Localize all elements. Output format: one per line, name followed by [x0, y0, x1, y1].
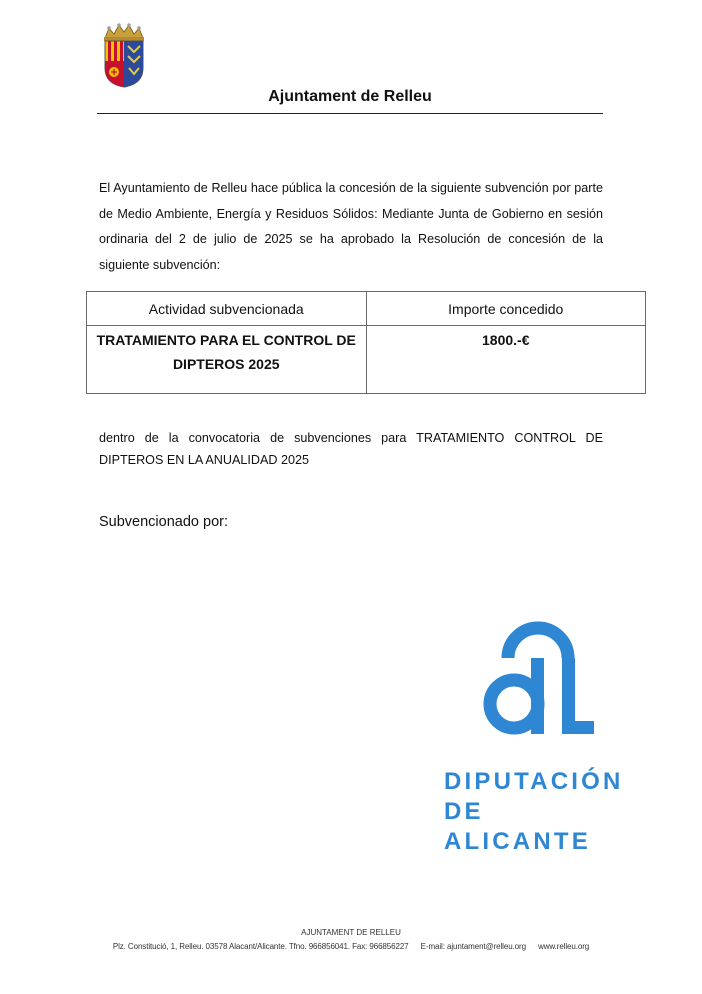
table-row [87, 326, 646, 394]
footer-web[interactable]: www.relleu.org [538, 942, 590, 951]
sponsor-name-line1: DIPUTACIÓN [444, 768, 624, 795]
page-title: Ajuntament de Relleu [268, 88, 432, 105]
town-crest-logo [101, 22, 147, 88]
diputacion-logo-icon [476, 614, 596, 742]
outro-paragraph: dentro de la convocatoria de subvenciones para TRATAMIENTO CONTROL DE DIPTEROS EN LA ANUALIDAD 2025 [99, 431, 603, 467]
page-footer [0, 928, 702, 951]
activity-cell: TRATAMIENTO PARA EL CONTROL DE DIPTEROS 2025 [87, 326, 367, 394]
footer-org: AJUNTAMENT DE RELLEU [301, 928, 401, 937]
amount-cell: 1800.-€ [366, 326, 646, 394]
column-header-amount: Importe concedido [366, 292, 646, 326]
footer-email[interactable]: E-mail: ajuntament@relleu.org [420, 942, 526, 951]
footer-contact [0, 942, 702, 951]
intro-paragraph: El Ayuntamiento de Relleu hace pública la concesión de la siguiente subvención por parte de Medio Ambiente, Energía y Residuos Sólidos: Mediante Junta de Gobierno en sesión ordinaria del 2 de julio de 2025 se ha aprobado la Resolución de concesión de la siguiente subvención: [99, 181, 603, 272]
table-header-row [87, 292, 646, 326]
grant-table [86, 291, 646, 394]
subsidized-by-label: Subvencionado por: [99, 514, 228, 530]
sponsor-name-line2: DE ALICANTE [444, 798, 591, 855]
header-divider [97, 113, 603, 114]
column-header-activity: Actividad subvencionada [87, 292, 367, 326]
sponsor-name [444, 767, 634, 857]
footer-address: Plz. Constitució, 1, Relleu. 03578 Alacant/Alicante. Tfno. 966856041. Fax: 966856227 [112, 942, 409, 951]
